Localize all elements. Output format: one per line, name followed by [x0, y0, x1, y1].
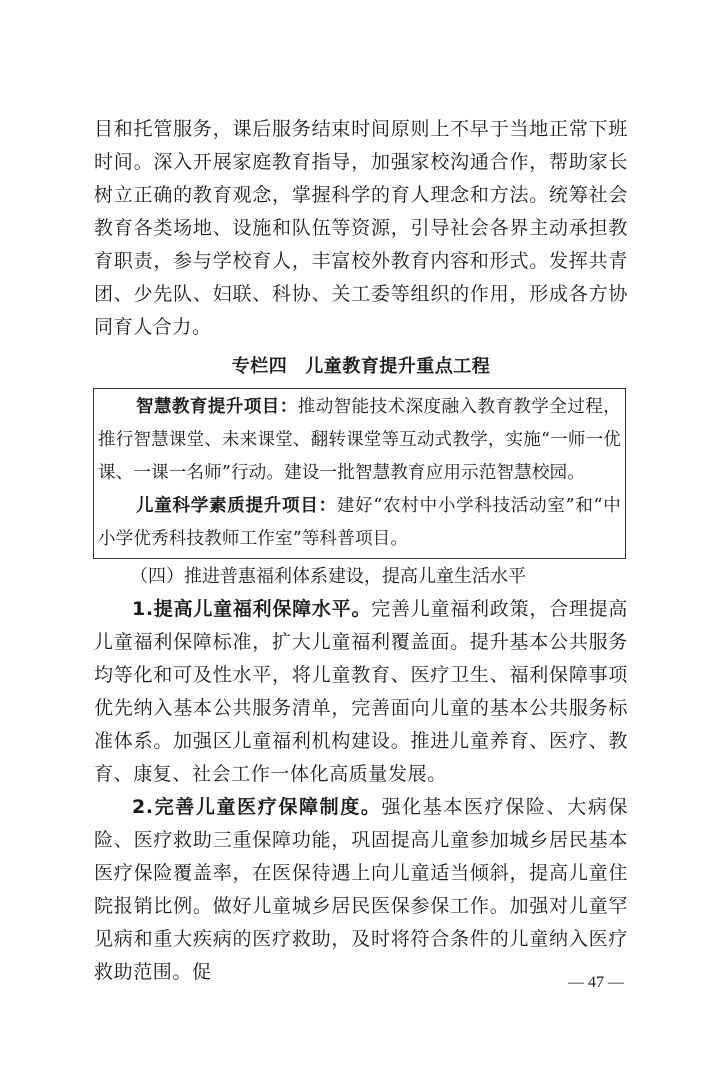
paragraph-welfare [94, 593, 628, 791]
paragraph-lead: 1.提高儿童福利保障水平。 [132, 598, 372, 620]
box-item-science-literacy [98, 490, 621, 556]
document-page [94, 113, 628, 989]
feature-box [93, 388, 626, 559]
box-item-text: 建好“农村中小学科技活动室”和“中小学优秀科技教师工作室”等科普项目。 [98, 496, 621, 549]
box-item-smart-education [98, 391, 621, 490]
paragraph-text: 完善儿童福利政策，合理提高儿童福利保障标准，扩大儿童福利覆盖面。提升基本公共服务均等化和可及性水平，将儿童教育、医疗卫生、福利保障事项优先纳入基本公共服务清单，完善面向儿童的基本公共服务标准体系。加强区儿童福利机构建设。推进儿童养育、医疗、教育、康复、社会工作一体化高质量发展。 [94, 598, 628, 785]
paragraph-medical [94, 791, 628, 989]
box-item-text: 推动智能技术深度融入教育教学全过程，推行智慧课堂、未来课堂、翻转课堂等互动式教学，实施“一师一优课、一课一名师”行动。建设一批智慧教育应用示范智慧校园。 [98, 397, 621, 483]
box-title-prefix: 专栏四 [231, 356, 288, 377]
section-heading: （四）推进普惠福利体系建设，提高儿童生活水平 [130, 566, 526, 587]
paragraph-text: 强化基本医疗保险、大病保险、医疗救助三重保障功能，巩固提高儿童参加城乡居民基本医疗保险覆盖率，在医保待遇上向儿童适当倾斜，提高儿童住院报销比例。做好儿童城乡居民医保参保工作。加强对儿童罕见病和重大疾病的医疗救助，及时将符合条件的儿童纳入医疗救助范围。促 [94, 796, 628, 983]
box-title-main: 儿童教育提升重点工程 [305, 356, 491, 377]
page-number: — 47 — [568, 974, 624, 991]
box-title [94, 352, 628, 382]
paragraph-lead: 2.完善儿童医疗保障制度。 [132, 796, 382, 818]
box-item-heading: 儿童科学素质提升项目： [136, 496, 337, 516]
box-item-heading: 智慧教育提升项目： [136, 397, 298, 417]
intro-paragraph: 目和托管服务，课后服务结束时间原则上不早于当地正常下班时间。深入开展家庭教育指导，加强家校沟通合作，帮助家长树立正确的教育观念，掌握科学的育人理念和方法。统筹社会教育各类场地、设施和队伍等资源，引导社会各界主动承担教育职责，参与学校育人，丰富校外教育内容和形式。发挥共青团、少先队、妇联、科协、关工委等组织的作用，形成各方协同育人合力。 [94, 118, 628, 338]
